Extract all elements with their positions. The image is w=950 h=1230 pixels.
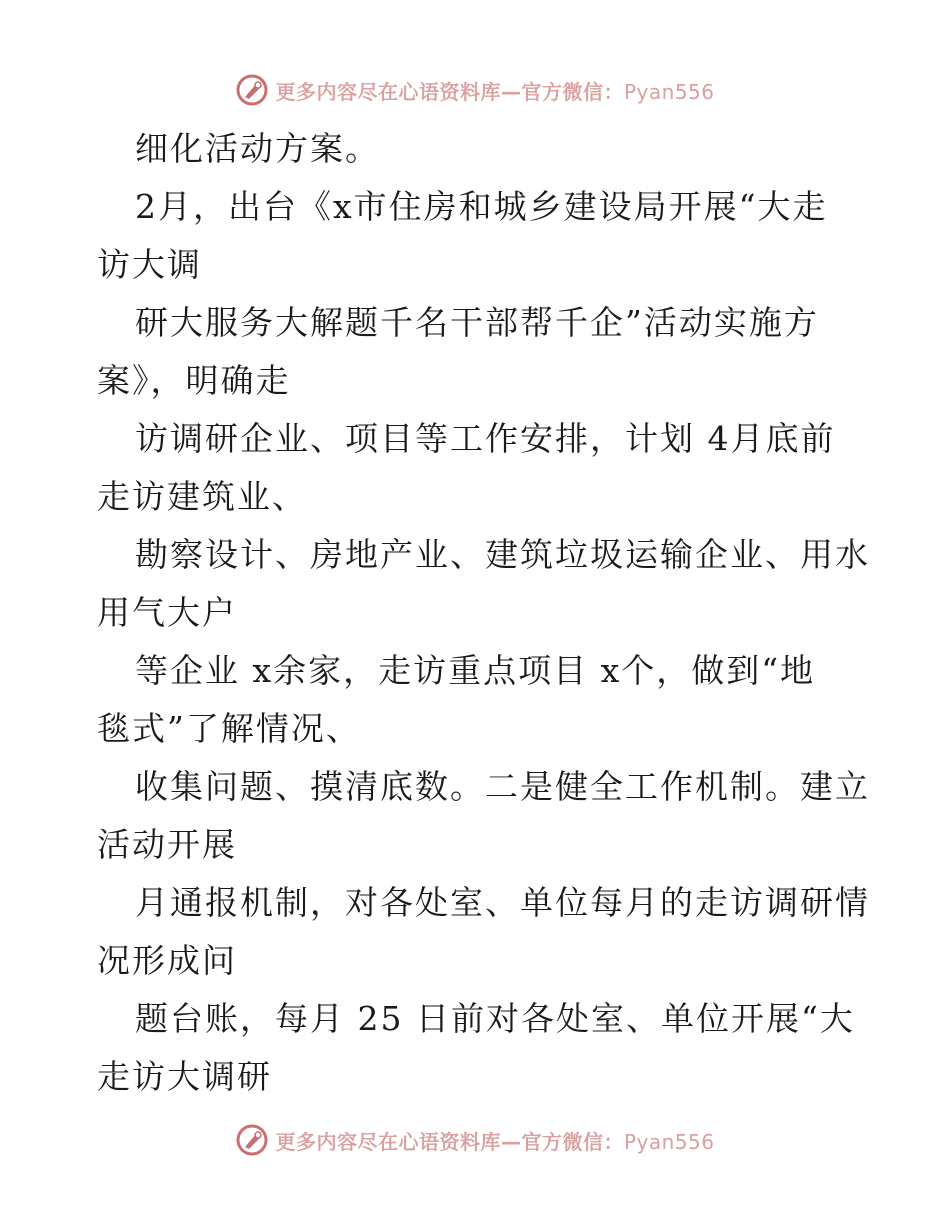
- document-body: [97, 120, 870, 1106]
- text-line: 题台账，每月 25 日前对各处室、单位开展“大: [135, 999, 855, 1038]
- text-line: 勘察设计、房地产业、建筑垃圾运输企业、用水: [135, 535, 870, 574]
- text-line: 等企业 x余家，走访重点项目 x个，做到“地: [135, 651, 816, 690]
- pen-nib-seal-icon: [235, 73, 269, 107]
- text-line: 况形成问: [97, 941, 237, 980]
- text-line: 毯式”了解情况、: [97, 709, 361, 748]
- footer-watermark: [0, 1118, 950, 1162]
- text-line: 用气大户: [97, 593, 237, 632]
- watermark-text: 更多内容尽在心语资料库—官方微信：Pyan556: [275, 1129, 715, 1154]
- text-line: 走访大调研: [97, 1057, 272, 1096]
- text-line: 访大调: [97, 245, 202, 284]
- text-line: 走访建筑业、: [97, 477, 307, 516]
- text-line: 研大服务大解题千名干部帮千企”活动实施方: [135, 303, 819, 342]
- text-line: 2月，出台《x市住房和城乡建设局开展“大走: [135, 187, 828, 226]
- text-line: 访调研企业、项目等工作安排，计划 4月底前: [135, 419, 836, 458]
- text-line: 活动开展: [97, 825, 237, 864]
- watermark-text: 更多内容尽在心语资料库—官方微信：Pyan556: [275, 79, 715, 104]
- text-line: 细化活动方案。: [135, 129, 380, 168]
- text-line: 案》，明确走: [97, 361, 291, 400]
- text-line: 月通报机制，对各处室、单位每月的走访调研情: [135, 883, 870, 922]
- header-watermark: [0, 68, 950, 112]
- pen-nib-seal-icon: [235, 1123, 269, 1157]
- text-line: 收集问题、摸清底数。二是健全工作机制。建立: [135, 767, 870, 806]
